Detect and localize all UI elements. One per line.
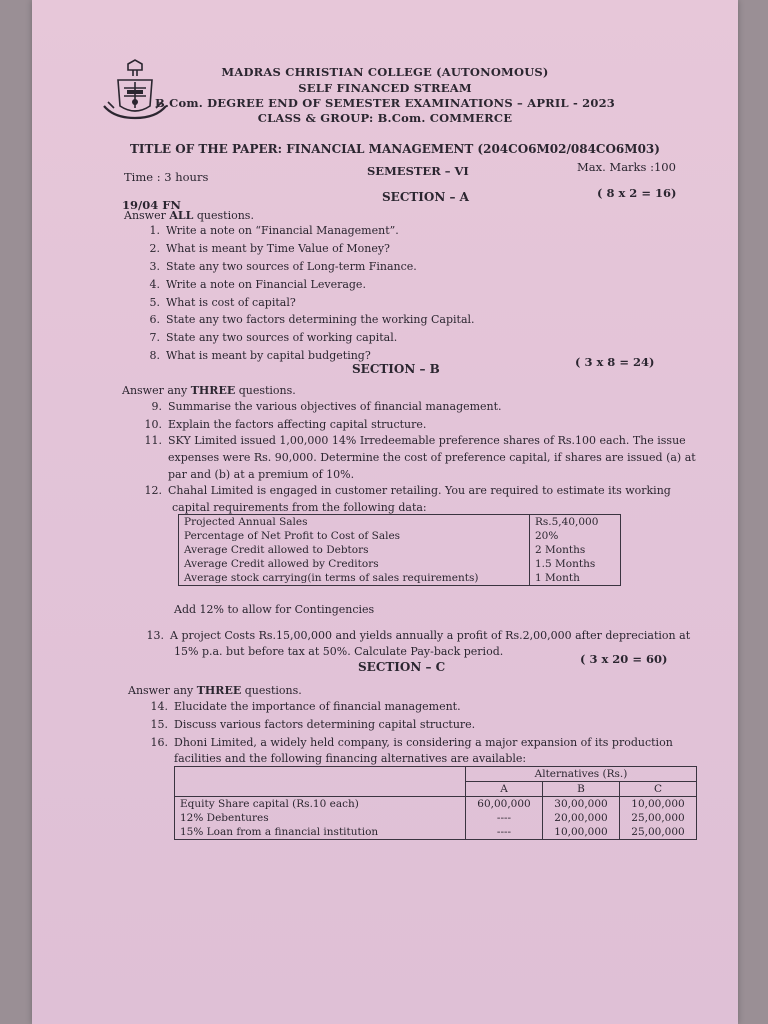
table-row: Average Credit allowed to Debtors 2 Months xyxy=(179,543,621,557)
table-row: Equity Share capital (Rs.10 each) 60,00,000 30,00,000 10,00,000 xyxy=(175,797,697,812)
section-b-marks: ( 3 x 8 = 24) xyxy=(575,355,655,369)
question-13: 13. A project Costs Rs.15,00,000 and yields annually a profit of Rs.2,00,000 after depreciation at xyxy=(146,629,691,642)
exam-name: B.Com. DEGREE END OF SEMESTER EXAMINATIONS – APRIL - 2023 xyxy=(155,96,615,110)
section-b-instruction: Answer any THREE questions. xyxy=(122,384,296,397)
question-11: 11. SKY Limited issued 1,00,000 14% Irredeemable preference shares of Rs.100 each. The issue xyxy=(144,434,686,447)
financing-alternatives-table xyxy=(174,766,697,840)
table-row: 15% Loan from a financial institution ---- 10,00,000 25,00,000 xyxy=(175,825,697,840)
exam-duration: Time : 3 hours xyxy=(124,170,209,184)
question-6: 6. State any two factors determining the working Capital. xyxy=(149,313,475,326)
section-c-marks: ( 3 x 20 = 60) xyxy=(580,652,668,666)
question-12-line-2: capital requirements from the following data: xyxy=(172,501,427,514)
question-15: 15. Discuss various factors determining capital structure. xyxy=(150,718,476,731)
section-c-instruction: Answer any THREE questions. xyxy=(128,684,302,697)
question-16-line-2: facilities and the following financing alternatives are available: xyxy=(174,752,527,765)
question-11-line-3: par and (b) at a premium of 10%. xyxy=(168,468,355,481)
question-13-line-2: 15% p.a. but before tax at 50%. Calculate Pay-back period. xyxy=(174,645,504,658)
max-marks: Max. Marks :100 xyxy=(577,160,676,174)
question-5: 5. What is cost of capital? xyxy=(149,296,296,309)
question-4: 4. Write a note on Financial Leverage. xyxy=(149,278,366,291)
question-9: 9. Summarise the various objectives of financial management. xyxy=(151,400,502,413)
table-row: Average stock carrying(in terms of sales requirements) 1 Month xyxy=(179,571,621,586)
table-row: Projected Annual Sales Rs.5,40,000 xyxy=(179,515,621,530)
question-12: 12. Chahal Limited is engaged in customer retailing. You are required to estimate its working xyxy=(144,484,671,497)
question-8: 8. What is meant by capital budgeting? xyxy=(149,349,371,362)
question-16: 16. Dhoni Limited, a widely held company, is considering a major expansion of its production xyxy=(150,736,673,749)
working-capital-table xyxy=(178,514,621,586)
table-row: Average Credit allowed by Creditors 1.5 Months xyxy=(179,557,621,571)
question-12-note: Add 12% to allow for Contingencies xyxy=(174,603,375,616)
semester: SEMESTER – VI xyxy=(367,164,469,178)
class-group: CLASS & GROUP: B.Com. COMMERCE xyxy=(257,111,513,125)
table-column-row: A B C xyxy=(175,782,697,797)
alternatives-header: Alternatives (Rs.) xyxy=(466,767,697,782)
paper-title: TITLE OF THE PAPER: FINANCIAL MANAGEMENT (204CO6M02/084CO6M03) xyxy=(130,142,660,156)
exam-paper xyxy=(32,0,738,1024)
table-row: Percentage of Net Profit to Cost of Sales 20% xyxy=(179,529,621,543)
table-header-row xyxy=(175,767,697,782)
college-name: MADRAS CHRISTIAN COLLEGE (AUTONOMOUS) xyxy=(221,65,549,79)
section-a-marks: ( 8 x 2 = 16) xyxy=(597,186,677,200)
stream-name: SELF FINANCED STREAM xyxy=(298,81,472,95)
question-11-line-2: expenses were Rs. 90,000. Determine the cost of preference capital, if shares are issued (a) at xyxy=(168,451,696,464)
exam-date: 19/04 FN xyxy=(122,198,181,212)
section-c-title: SECTION – C xyxy=(358,660,446,674)
question-2: 2. What is meant by Time Value of Money? xyxy=(149,242,390,255)
section-a-instruction: Answer ALL questions. xyxy=(124,209,254,222)
question-7: 7. State any two sources of working capital. xyxy=(149,331,398,344)
section-a-title: SECTION – A xyxy=(382,190,469,204)
question-1: 1. Write a note on “Financial Management”. xyxy=(149,224,399,237)
question-3: 3. State any two sources of Long-term Finance. xyxy=(149,260,417,273)
section-b-title: SECTION – B xyxy=(352,362,440,376)
question-10: 10. Explain the factors affecting capital structure. xyxy=(144,418,427,431)
question-14: 14. Elucidate the importance of financial management. xyxy=(150,700,461,713)
table-row: 12% Debentures ---- 20,00,000 25,00,000 xyxy=(175,811,697,825)
